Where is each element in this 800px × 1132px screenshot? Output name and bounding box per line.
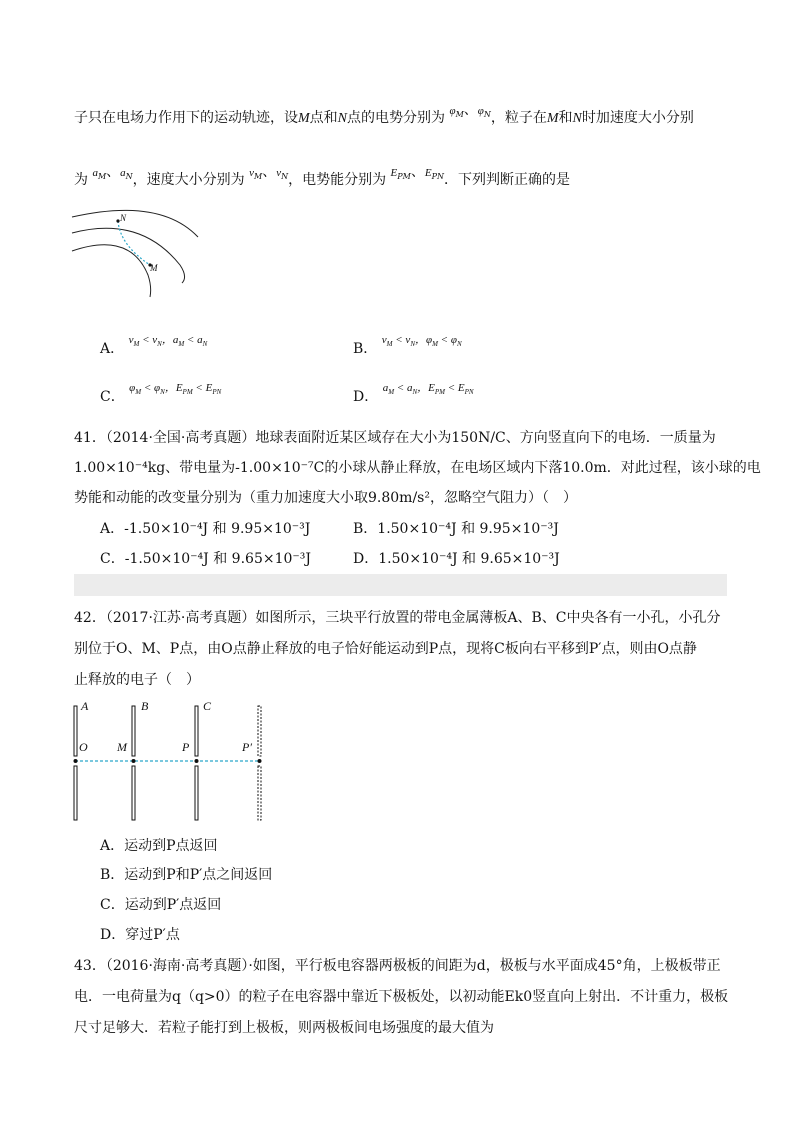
label-c: C: [203, 699, 212, 713]
hole-o: [74, 759, 78, 763]
sub-m: M: [455, 110, 464, 119]
sub-m: M: [97, 172, 107, 181]
text-segment: 点的电势分别为: [347, 110, 446, 126]
label-p: P: [182, 740, 190, 754]
q41-line1: 41．（2014·全国·高考真题）地球表面附近某区域存在大小为150N/C、方向竖直向下的电场．一质量为: [74, 430, 716, 446]
q42-plates-figure: [64, 696, 274, 826]
q40-option-c[interactable]: [100, 382, 222, 406]
hole-m: [132, 759, 136, 763]
text-segment: 点和: [309, 110, 338, 126]
q40-line2: [74, 164, 570, 195]
sub-n: N: [483, 110, 491, 119]
sep: 、: [106, 164, 121, 180]
text-segment: ，粒子在: [490, 110, 547, 126]
q40-option-d[interactable]: [353, 382, 474, 406]
text-segment: 为: [74, 172, 88, 188]
plate-b-top: [132, 706, 135, 756]
text-segment: ．下列判断正确的是: [443, 172, 570, 188]
label-p-prime: P′: [242, 740, 252, 754]
q43-line3: 尺寸足够大．若粒子能打到上极板，则两极板间电场强度的最大值为: [74, 1020, 494, 1036]
plate-a-top: [74, 706, 77, 756]
q42-line3: 止释放的电子（ ）: [74, 672, 200, 688]
label-m: M: [117, 740, 127, 754]
hole-p: [195, 759, 199, 763]
sub-n: N: [125, 172, 133, 181]
q40-option-b[interactable]: [353, 334, 462, 358]
trajectory: [118, 221, 150, 265]
phi-m-n: [449, 102, 490, 118]
sub-pm: PM: [397, 172, 411, 181]
separator-bar: [74, 574, 727, 596]
ep-m-n: $E_{PM}$、$E_{PN}$: [390, 164, 444, 181]
label-o: O: [79, 740, 88, 754]
option-letter: A．: [100, 341, 125, 357]
text-segment: 和: [558, 110, 573, 126]
text-segment: ，速度大小分别为: [132, 172, 245, 188]
q43-line1: 43．（2016·海南·高考真题）·如图，平行板电容器两极板的间距为d，极板与水平面成45°角，上极板带正: [74, 958, 721, 974]
var-n: N: [337, 111, 348, 126]
phi-symbol: φ: [477, 105, 484, 117]
sub-n: N: [281, 172, 289, 181]
plate-p-prime-top: [258, 706, 261, 756]
field-line-3: [72, 245, 151, 297]
label-a: A: [81, 699, 89, 713]
q43-line2: 电．一电荷量为q（q>0）的粒子在电容器中靠近下极板处，以初动能Ek0竖直向上射出．不计重力，极板: [74, 989, 729, 1005]
q42-option-a[interactable]: A．运动到P点返回: [100, 838, 218, 854]
phi-symbol: φ: [449, 105, 456, 117]
text-segment: 时加速度大小分别: [581, 110, 694, 126]
sep: 、: [463, 102, 478, 118]
plate-a-bottom: [74, 766, 77, 820]
q41-option-d[interactable]: D．1.50×10⁻⁴J 和 9.65×10⁻³J: [353, 551, 560, 567]
label-m: M: [150, 263, 158, 273]
option-letter: C．: [100, 389, 125, 405]
label-b: B: [141, 699, 149, 713]
q41-option-b[interactable]: B．1.50×10⁻⁴J 和 9.95×10⁻³J: [353, 521, 559, 537]
sub-m: M: [254, 172, 263, 181]
q41-line3: 势能和动能的改变量分别为（重力加速度大小取9.80m/s²，忽略空气阻力）（ ）: [74, 490, 577, 506]
q41-option-c[interactable]: C．-1.50×10⁻⁴J 和 9.65×10⁻³J: [100, 551, 312, 567]
q42-line2: 别位于O、M、P点，由O点静止释放的电子恰好能运动到P点，现将C板向右平移到P′点，则由O点静: [74, 641, 697, 657]
q42-option-c[interactable]: C．运动到P′点返回: [100, 897, 222, 913]
v-m-n: $v_M$、$v_N$: [249, 164, 289, 181]
option-letter: B．: [353, 341, 378, 357]
field-line-2: [72, 228, 185, 283]
q41-line2: 1.00×10⁻⁴kg、带电量为-1.00×10⁻⁷C的小球从静止释放，在电场区域内下落10.0m．对此过程，该小球的电: [74, 460, 761, 476]
hole-p-prime: [258, 759, 262, 763]
var-m: M: [546, 111, 559, 126]
sep: 、: [410, 164, 425, 180]
a-m-n: $a_M$、$a_N$: [92, 164, 133, 181]
q42-line1: 42．（2017·江苏·高考真题）如图所示，三块平行放置的带电金属薄板A、B、C中央各有一小孔，小孔分: [74, 610, 721, 626]
plate-c-bottom: [195, 766, 198, 820]
q42-option-b[interactable]: B．运动到P和P′点之间返回: [100, 867, 273, 883]
option-letter: D．: [353, 389, 379, 405]
q40-figure: [70, 205, 200, 300]
text-segment: ，电势能分别为: [288, 172, 387, 188]
text-segment: 子只在电场力作用下的运动轨迹，设: [74, 110, 298, 126]
option-expr: aM < aN，EPM < EPN: [382, 382, 474, 397]
option-expr: vM < vN，aM < aN: [128, 334, 208, 349]
option-expr: vM < vN，φM < φN: [381, 334, 462, 349]
q42-option-d[interactable]: D．穿过P′点: [100, 927, 180, 943]
sep: 、: [262, 164, 277, 180]
q40-option-a[interactable]: [100, 334, 208, 358]
q40-line1: [74, 102, 694, 133]
option-expr: φM < φN，EPM < EPN: [129, 382, 222, 397]
plate-b-bottom: [132, 766, 135, 820]
sub-pn: PN: [431, 172, 444, 181]
label-n: N: [120, 213, 127, 223]
var-n: N: [572, 111, 582, 126]
q41-option-a[interactable]: A．-1.50×10⁻⁴J 和 9.95×10⁻³J: [100, 521, 311, 537]
plate-p-prime-bottom: [258, 766, 261, 820]
var-m: M: [298, 111, 310, 126]
plate-c-top: [195, 706, 198, 756]
